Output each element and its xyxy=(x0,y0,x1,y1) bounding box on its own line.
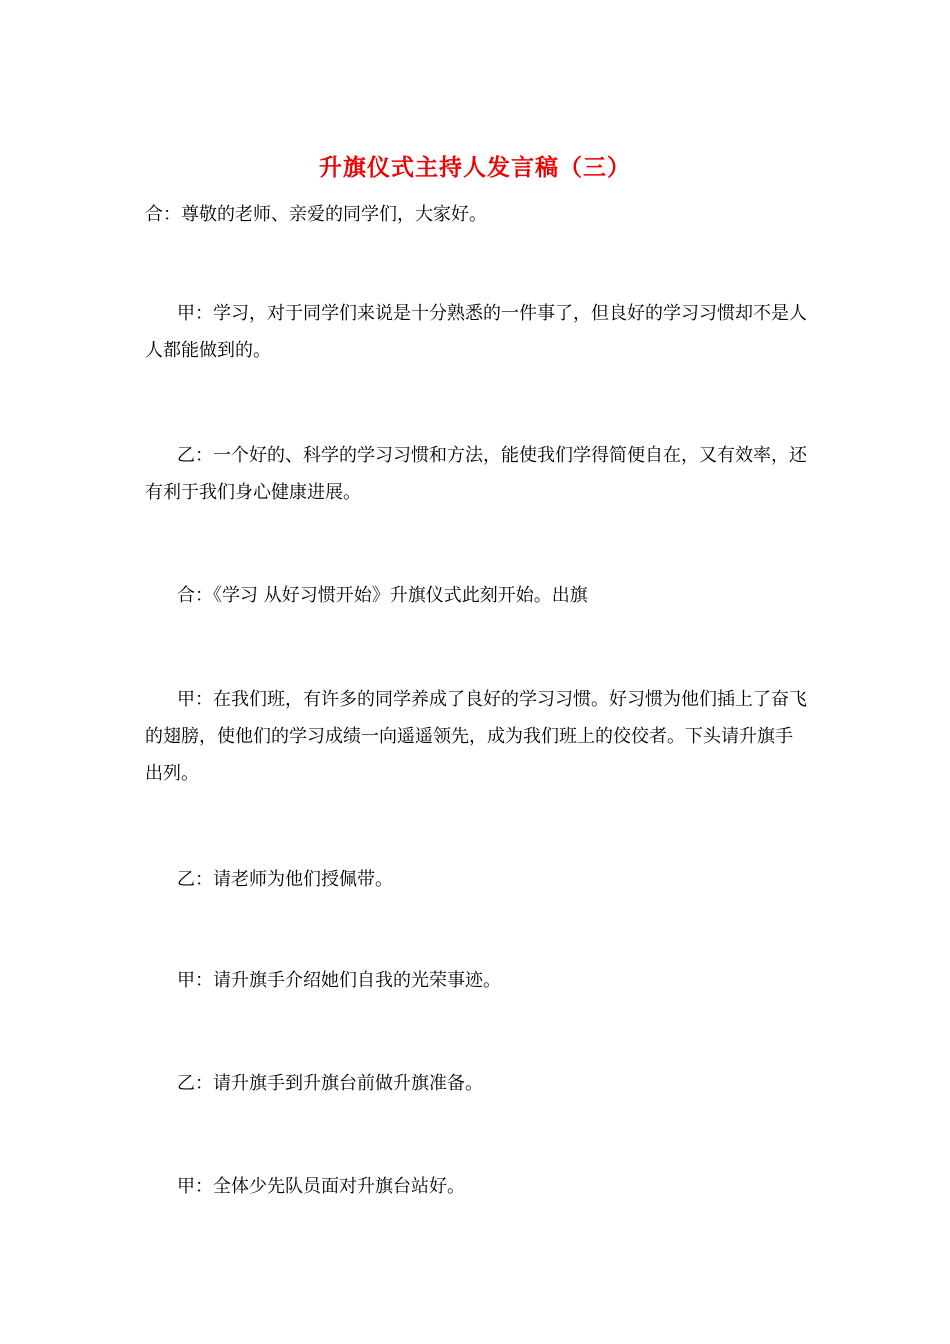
paragraph-yi-2: 乙：请老师为他们授佩带。 xyxy=(177,869,393,890)
paragraph-jia-1: 甲：学习，对于同学们来说是十分熟悉的一件事了，但良好的学习习惯却不是人人都能做到的。 xyxy=(145,303,807,361)
paragraph-he-2: 合：《学习 从好习惯开始》升旗仪式此刻开始。出旗 xyxy=(177,585,588,606)
paragraph-jia-3: 甲：请升旗手介绍她们自我的光荣事迹。 xyxy=(177,970,501,991)
document-title: 升旗仪式主持人发言稿（三） xyxy=(319,154,631,181)
paragraph-yi-1: 乙：一个好的、科学的学习习惯和方法，能使我们学得简便自在，又有效率，还有利于我们身心健康进展。 xyxy=(145,445,807,503)
paragraph-jia-2: 甲：在我们班，有许多的同学养成了良好的学习习惯。好习惯为他们插上了奋飞的翅膀，使他们的学习成绩一向遥遥领先，成为我们班上的佼佼者。下头请升旗手出列。 xyxy=(145,689,807,784)
paragraph-jia-4: 甲：全体少先队员面对升旗台站好。 xyxy=(177,1176,465,1197)
paragraph-greeting: 合：尊敬的老师、亲爱的同学们，大家好。 xyxy=(145,204,487,225)
paragraph-yi-3: 乙：请升旗手到升旗台前做升旗准备。 xyxy=(177,1073,483,1094)
